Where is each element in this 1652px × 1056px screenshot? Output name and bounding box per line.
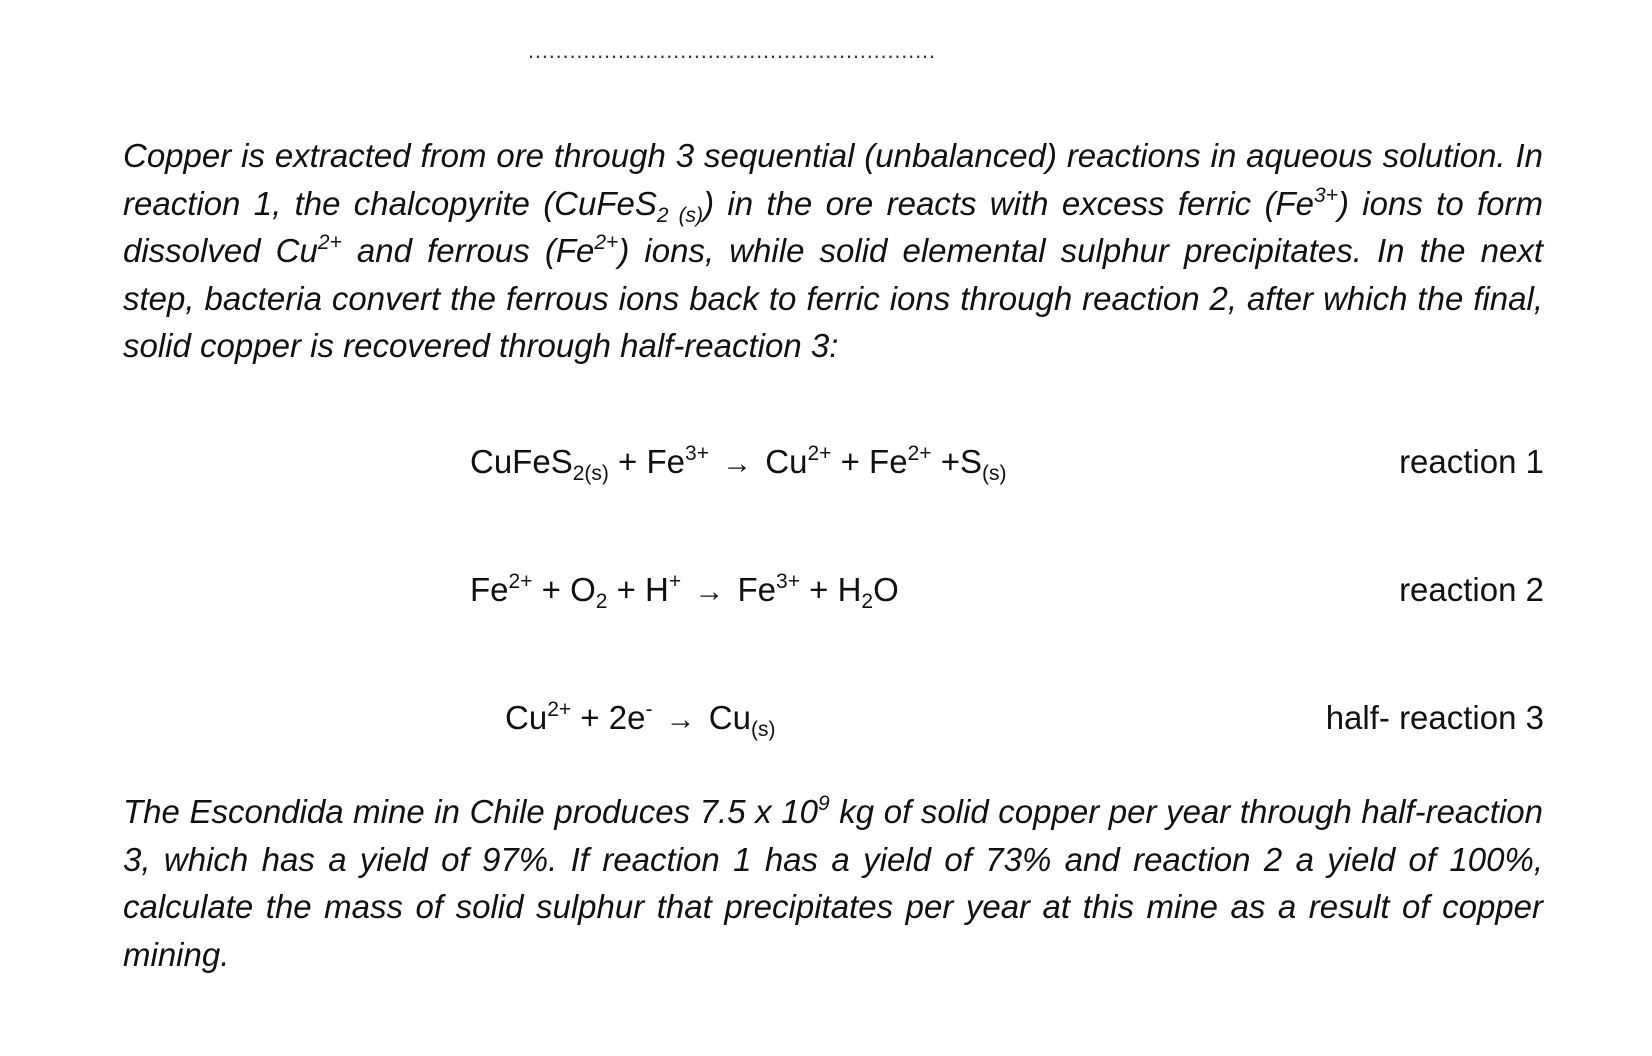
- subscript: (s): [751, 718, 776, 741]
- superscript: 2+: [317, 231, 342, 254]
- superscript: 3+: [776, 570, 800, 593]
- reaction-1-equation: [470, 442, 1006, 484]
- superscript: 3+: [1314, 183, 1338, 207]
- superscript: 2+: [594, 231, 619, 254]
- formula-text: O: [873, 571, 899, 608]
- subscript: 2: [595, 590, 608, 613]
- formula-text: + Fe: [831, 443, 908, 480]
- formula-text: Fe: [728, 571, 777, 608]
- subscript: (s): [981, 462, 1007, 485]
- formula-text: CuFeS: [470, 443, 573, 480]
- intro-text: and ferrous (Fe: [341, 232, 595, 269]
- question-text: The Escondida mine in Chile produces 7.5 x 10: [123, 793, 818, 830]
- superscript: 2+: [508, 570, 533, 593]
- intro-text: Copper is extracted from ore through 3 sequential (unbalanced) reactions in aqueous solution. In reaction 1, the chalcopyrite (CuFeS: [123, 137, 1543, 222]
- formula-text: Cu: [505, 699, 548, 736]
- formula-text: + H: [607, 571, 669, 608]
- formula-text: Fe: [470, 571, 509, 608]
- dotted-answer-line: ...........................................................: [528, 38, 936, 63]
- intro-text: ) ions to form dissolved Cu: [123, 184, 1543, 269]
- subscript: 2 (s): [656, 203, 704, 227]
- formula-text: + Fe: [608, 443, 686, 480]
- formula-text: + O: [532, 571, 596, 608]
- superscript: 3+: [685, 442, 709, 465]
- half-reaction-3-equation: [505, 698, 776, 740]
- reaction-2-equation: [470, 570, 899, 612]
- superscript: -: [645, 698, 653, 721]
- intro-text: ) in the ore reacts with excess ferric (Fe: [703, 184, 1315, 222]
- formula-text: + H: [799, 571, 862, 608]
- half-reaction-3-label: half- reaction 3: [1325, 699, 1544, 736]
- formula-text: Cu: [699, 699, 751, 736]
- question-paragraph: [123, 788, 1543, 978]
- reaction-arrow: →: [722, 447, 753, 480]
- intro-paragraph: [123, 132, 1543, 370]
- superscript: +: [668, 570, 682, 593]
- reaction-1-label: reaction 1: [1399, 443, 1544, 480]
- superscript: 2+: [907, 442, 932, 465]
- reaction-2-label: reaction 2: [1399, 571, 1544, 608]
- formula-text: + 2e: [571, 699, 646, 736]
- superscript: 2+: [807, 442, 832, 465]
- superscript: 9: [817, 792, 830, 815]
- superscript: 2+: [547, 698, 572, 721]
- reaction-arrow: →: [665, 703, 696, 736]
- reaction-arrow: →: [694, 575, 725, 608]
- intro-text: ) ions, while solid elemental sulphur precipitates. In the next step, bacteria convert the ferrous ions back to ferric ions through reaction 2, after which the final, solid copper is recovered through half-reaction 3:: [123, 232, 1543, 364]
- formula-text: Cu: [756, 443, 808, 480]
- subscript: 2(s): [572, 462, 609, 485]
- formula-text: +S: [931, 443, 982, 480]
- question-text: kg of solid copper per year through half-reaction 3, which has a yield of 97%. If reaction 1 has a yield of 73% and reaction 2 a yield of 100%, calculate the mass of solid sulphur that precipitates per year at this mine as a result of copper mining.: [123, 793, 1543, 973]
- subscript: 2: [861, 590, 874, 613]
